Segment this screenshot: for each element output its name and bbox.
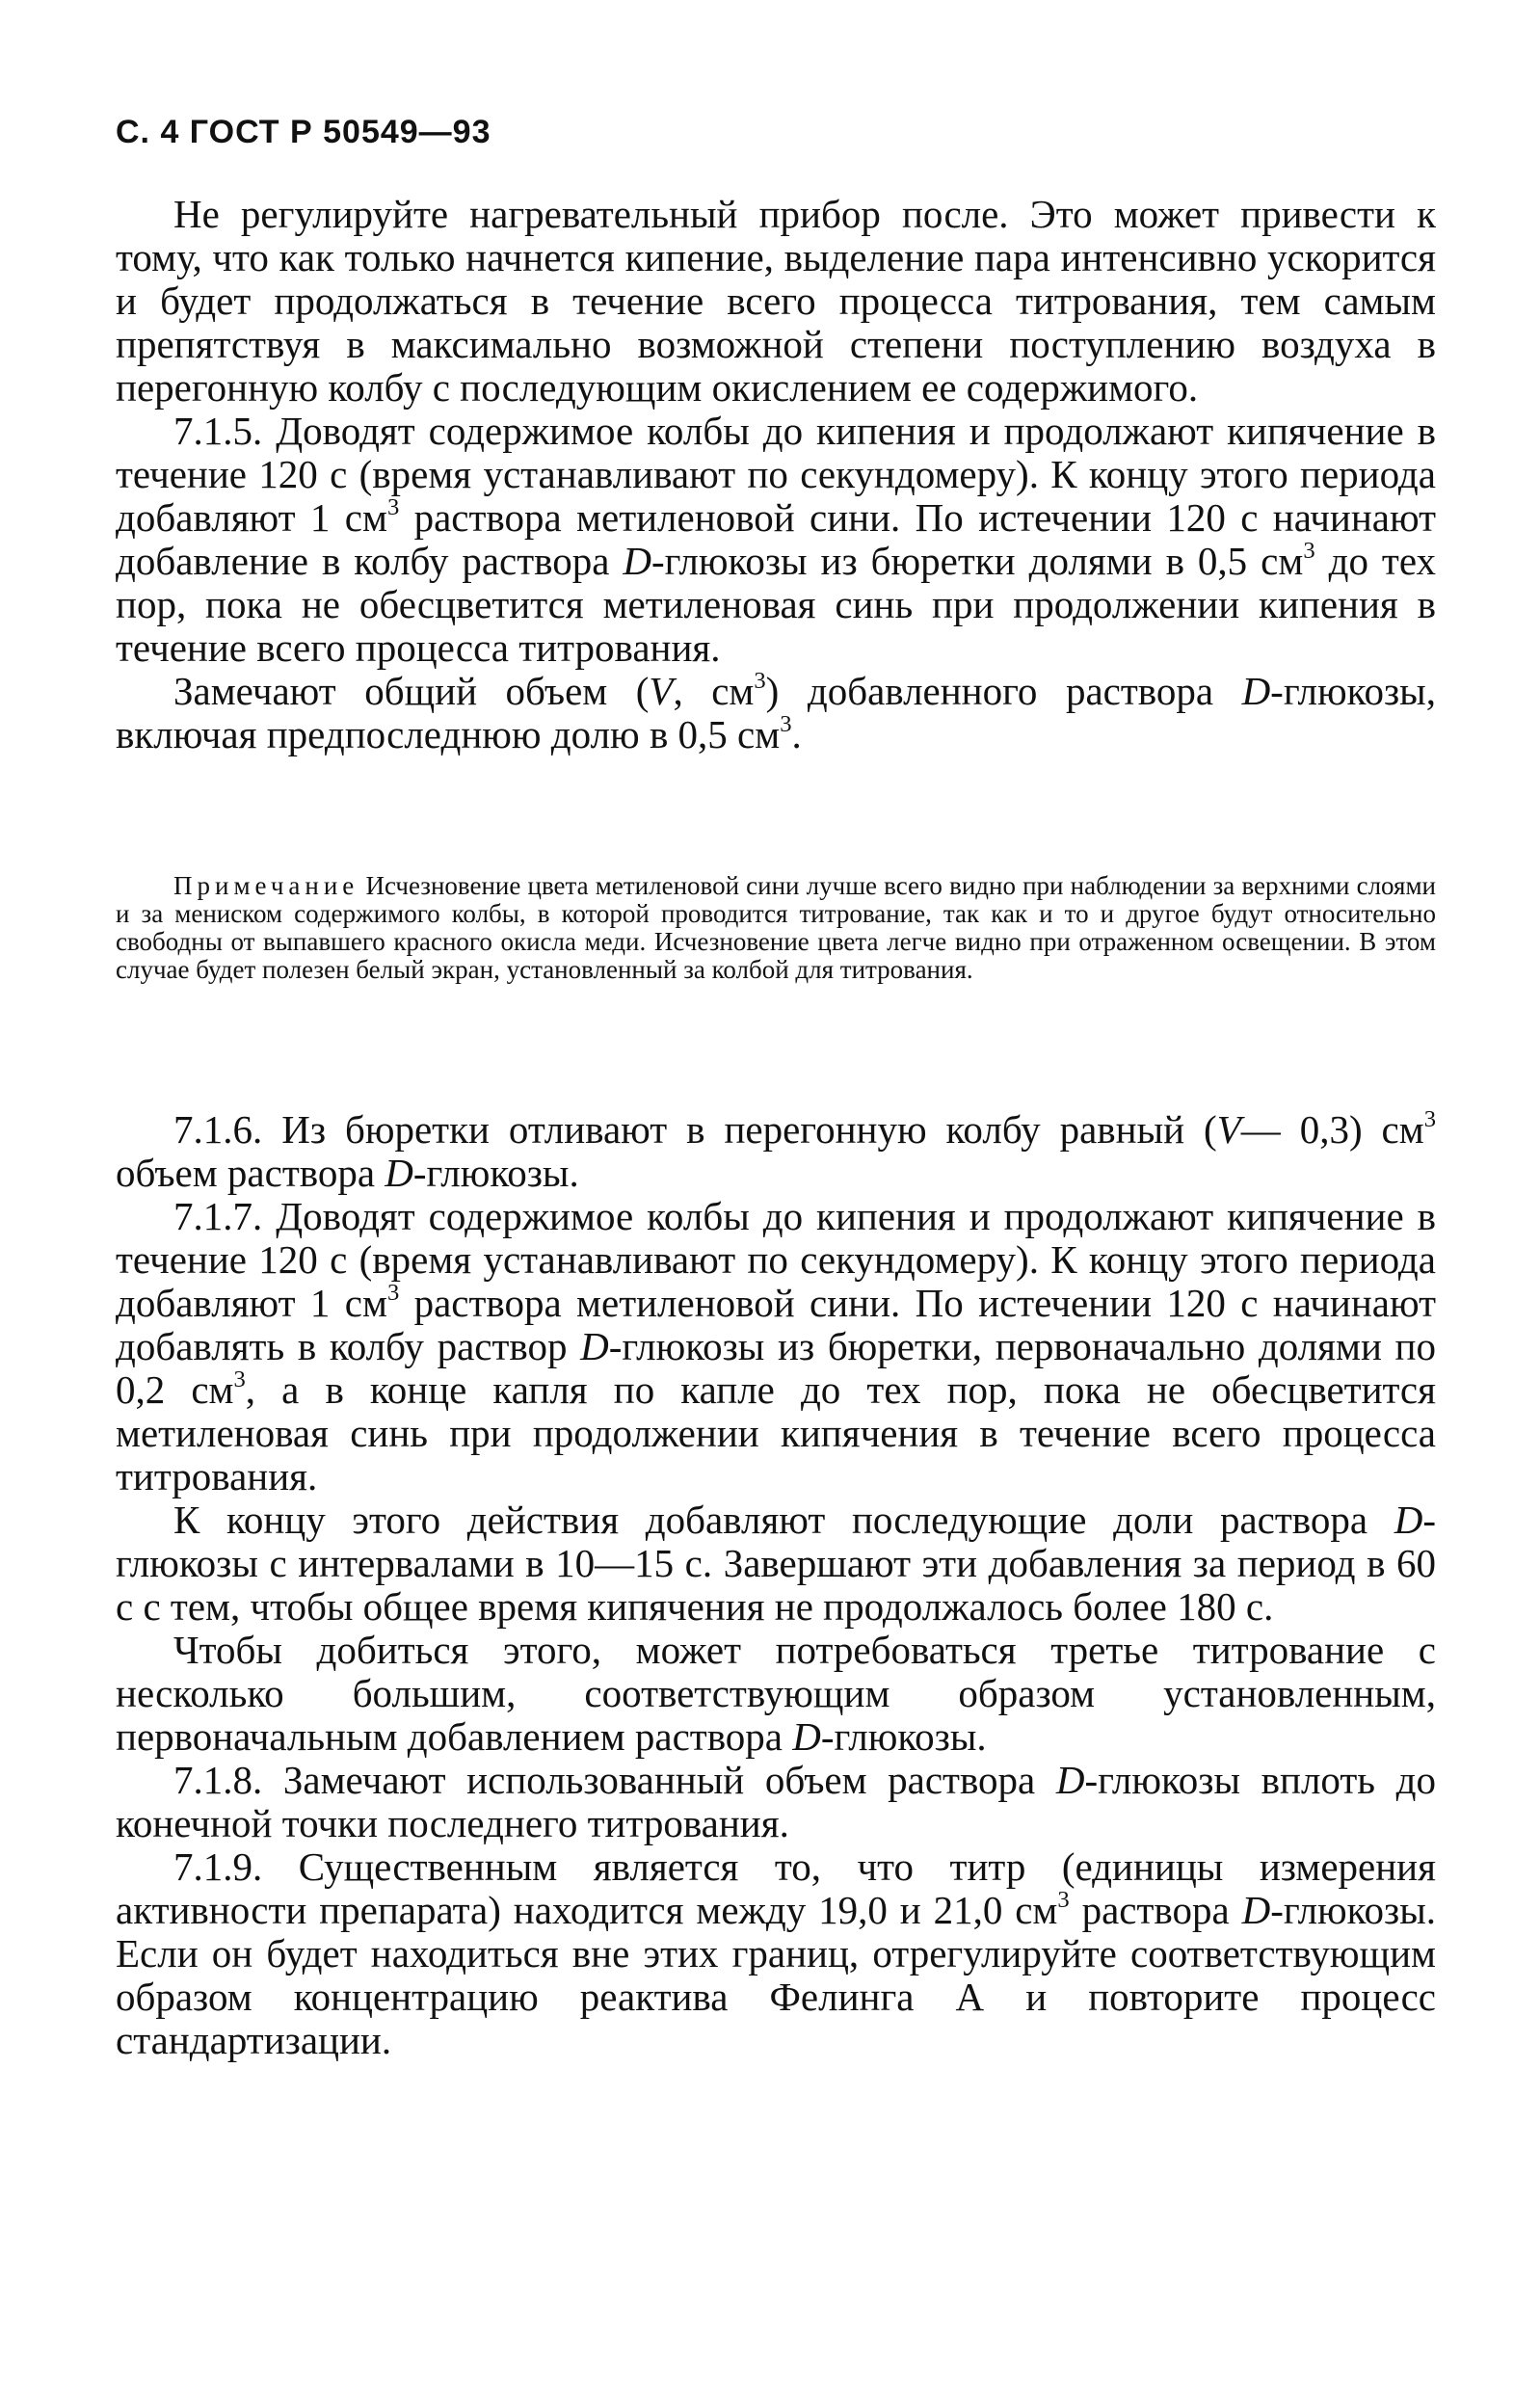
paragraph-heater-warning: Не регулируйте нагревательный прибор после. Это может привести к тому, что как только начнется кипение, выделение пара интенсивно ускорится и будет продолжаться в течение всего процесса титрования, тем самым препятствуя в максимально возможной степени поступлению воздуха в перегонную колбу с последующим окислением ее содержимого.	[116, 192, 1436, 410]
main-text-block-1	[116, 193, 1436, 756]
paragraph-total-volume: Замечают общий объем (V, $см^3$) добавленного раствора D-глюкозы, включая предпоследнюю долю в 0,5 $см^3$.	[116, 667, 1436, 756]
main-text-block-2	[116, 1105, 1437, 2062]
paragraph-7-1-8: 7.1.8. Замечают использованный объем раствора D-глюкозы вплоть до конечной точки последнего титрования.	[116, 1758, 1436, 1845]
paragraph-7-1-9: 7.1.9. Существенным является то, что титр (единицы измерения активности препарата) находится между 19,0 и 21,0 $см^3$ раствора D-глюкозы. Если он будет находиться вне этих границ, отрегулируйте соответствующим образом концентрацию реактива Фелинга А и повторите процесс стандартизации.	[116, 1844, 1436, 2062]
page-header: С. 4 ГОСТ Р 50549—93	[116, 114, 491, 150]
paragraph-7-1-5: 7.1.5. Доводят содержимое колбы до кипения и продолжают кипячение в течение 120 с (время устанавливают по секундомеру). К концу этого периода добавляют 1 $см^3$ раствора метиленовой сини. По истечении 120 с начинают добавление в колбу раствора D-глюкозы из бюретки долями в 0,5 $см^3$ до тех пор, пока не обесцветится метиленовая синь при продолжении кипения в течение всего процесса титрования.	[116, 409, 1436, 670]
paragraph-7-1-7: 7.1.7. Доводят содержимое колбы до кипения и продолжают кипячение в течение 120 с (время устанавливают по секундомеру). К концу этого периода добавляют 1 $см^3$ раствора метиленовой сини. По истечении 120 с начинают добавлять в колбу раствор D-глюкозы из бюретки, первоначально долями по 0,2 $см^3$, а в конце капля по капле до тех пор, пока не обесцветится метиленовая синь при продолжении кипячения в течение всего процесса титрования.	[116, 1194, 1437, 1499]
paragraph-additional-portions: К концу этого действия добавляют последующие доли раствора D-глюкозы с интервалами в 10—15 с. Завершают эти добавления за период в 60 с с тем, чтобы общее время кипячения не продолжалось более 180 с.	[116, 1498, 1436, 1629]
note-paragraph: Примечание Исчезновение цвета метиленовой сини лучше всего видно при наблюдении за верхними слоями и за мениском содержимого колбы, в которой проводится титрование, так как и то и другое будут относительно свободны от выпавшего красного окисла меди. Исчезновение цвета легче видно при отраженном освещении. В этом случае будет полезен белый экран, установленный за колбой для титрования.	[116, 871, 1436, 984]
paragraph-third-titration: Чтобы добиться этого, может потребоваться третье титрование с несколько большим, соответствующим образом установленным, первоначальным добавлением раствора D-глюкозы.	[116, 1628, 1436, 1759]
paragraph-7-1-6: 7.1.6. Из бюретки отливают в перегонную колбу равный (V— 0,3) $см^3$ объем раствора D-глюкозы.	[116, 1105, 1436, 1195]
note-block	[116, 872, 1436, 984]
note-label: Примечание	[173, 871, 359, 900]
